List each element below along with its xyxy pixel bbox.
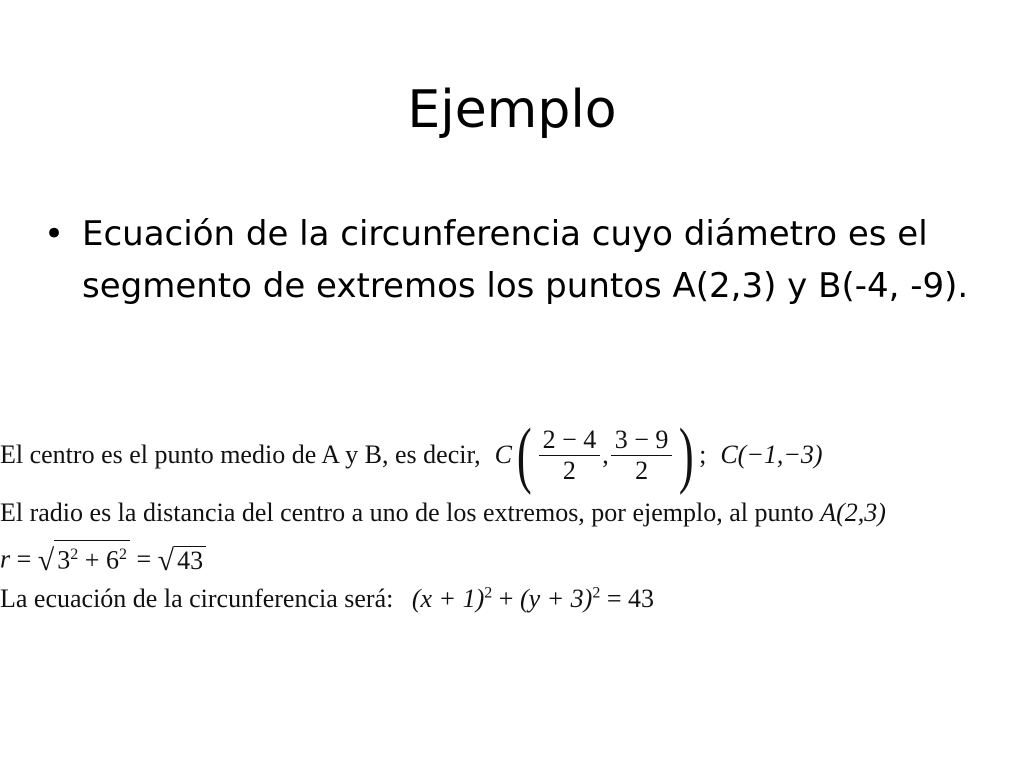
sqrt-result <box>157 543 206 577</box>
solution-line-radius-text <box>0 498 1024 528</box>
radius-equals-1: = <box>16 544 32 574</box>
sqrt-result-radicand: 43 <box>174 546 206 575</box>
radius-point: A(2,3) <box>820 498 886 527</box>
fraction-x-numerator: 2 − 4 <box>539 425 601 456</box>
bullet-item <box>44 208 974 312</box>
radicand-b: 6 <box>105 545 119 575</box>
sqrt-expression <box>38 540 130 575</box>
right-paren: ) <box>679 414 695 496</box>
equation-plus: + <box>498 584 514 613</box>
fraction-x <box>539 425 601 486</box>
fraction-comma: , <box>602 440 609 469</box>
equation-term-y: (y + 3) <box>519 584 593 613</box>
center-result: C(−1,−3) <box>720 440 823 469</box>
center-prefix-text: El centro es el punto medio de A y B, es decir, <box>0 440 481 469</box>
solution-line-radius-formula <box>0 540 1024 575</box>
bullet-dot-icon: • <box>44 214 65 254</box>
radius-explanation-text: El radio es la distancia del centro a uno de los extremos, por ejemplo, al punto <box>0 498 814 527</box>
equation-value: 43 <box>628 584 655 613</box>
equation-equals: = <box>606 584 622 613</box>
equation-term-y-exponent: 2 <box>592 584 601 602</box>
radicand-b-exponent: 2 <box>118 546 127 563</box>
sqrt-radicand <box>54 540 130 575</box>
fraction-y <box>611 425 673 486</box>
radicand-a-exponent: 2 <box>70 546 79 563</box>
radius-symbol: r <box>0 544 11 574</box>
equation-label: La ecuación de la circunferencia será: <box>0 584 394 613</box>
slide-title: Ejemplo <box>407 80 617 140</box>
fraction-x-denominator: 2 <box>562 455 576 485</box>
equation-term-x-exponent: 2 <box>484 584 493 602</box>
solution-line-center <box>0 416 1024 494</box>
sqrt-icon: √ <box>37 543 55 577</box>
sqrt-result-icon: √ <box>157 543 175 577</box>
left-paren: ( <box>516 414 532 496</box>
solution-line-equation <box>0 584 1024 614</box>
center-letter: C <box>494 440 512 469</box>
radicand-a: 3 <box>57 545 71 575</box>
radicand-plus: + <box>84 545 100 575</box>
fraction-y-numerator: 3 − 9 <box>611 425 673 456</box>
center-separator: ; <box>699 440 707 469</box>
fraction-y-denominator: 2 <box>635 455 649 485</box>
radius-equals-2: = <box>136 544 152 574</box>
equation-term-x: (x + 1) <box>411 584 485 613</box>
bullet-text: Ecuación de la circunferencia cuyo diámetro es el segmento de extremos los puntos A(2,3) y B(-4, -9). <box>82 214 969 306</box>
